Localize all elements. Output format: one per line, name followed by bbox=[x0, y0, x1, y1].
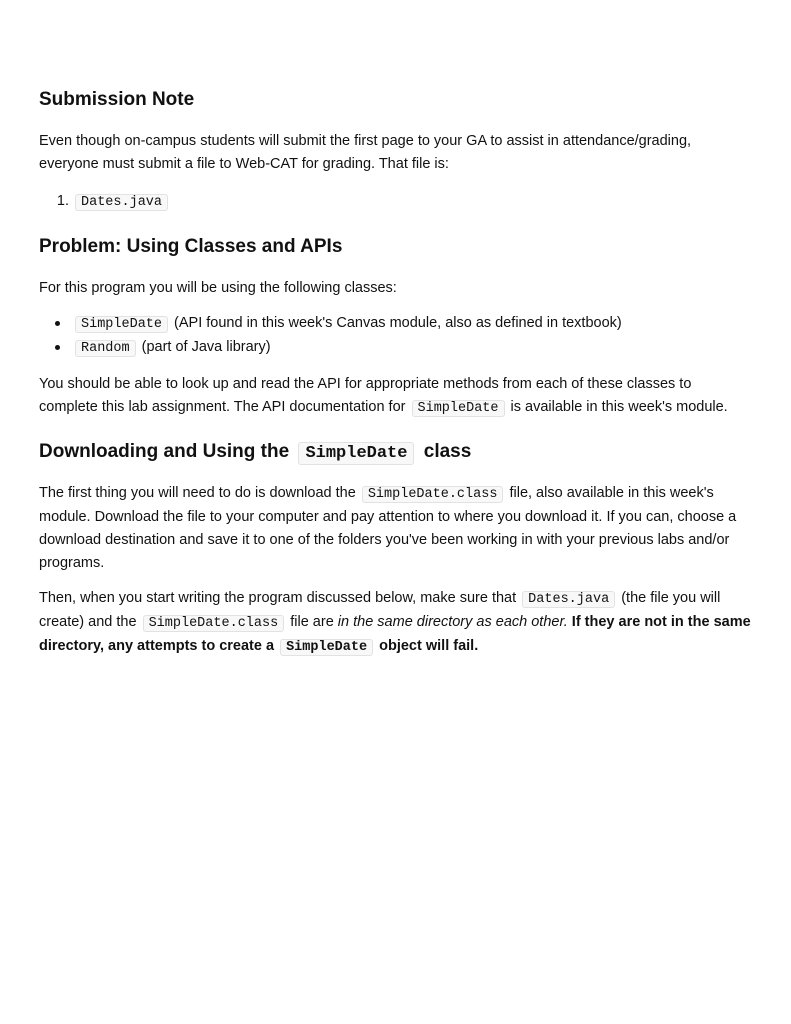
directory-paragraph bbox=[39, 587, 751, 659]
inline-code: SimpleDate.class bbox=[362, 486, 504, 503]
heading-text: class bbox=[423, 441, 472, 462]
inline-code: Random bbox=[75, 340, 136, 357]
text-run: The first thing you will need to do is download the bbox=[39, 485, 356, 501]
download-paragraph bbox=[39, 482, 751, 575]
inline-code: Dates.java bbox=[75, 194, 168, 211]
text-run: If they are not in the same directory, any attempts to create a bbox=[39, 614, 751, 654]
text-run: Then, when you start writing the program discussed below, make sure that bbox=[39, 590, 517, 606]
submission-file-list bbox=[39, 190, 751, 214]
text-run: is available in this week's module. bbox=[510, 399, 728, 415]
section-heading-downloading bbox=[39, 440, 751, 466]
inline-code: Dates.java bbox=[522, 591, 615, 608]
list-item bbox=[73, 336, 751, 360]
list-item bbox=[73, 312, 751, 336]
text-run: file are bbox=[290, 614, 334, 630]
list-item-description: (API found in this week's Canvas module, also as defined in textbook) bbox=[174, 315, 622, 331]
list-item-description: (part of Java library) bbox=[141, 339, 271, 355]
inline-code: SimpleDate bbox=[412, 400, 505, 417]
text-run: file, also available in this week's module. Download the file to your computer and pay attention to where you download it. If you can, choose a download destination and save it to one of the folders you've been working in with your previous labs and/or programs. bbox=[39, 485, 737, 571]
submission-paragraph: Even though on-campus students will submit the first page to your GA to assist in attendance/grading, everyone must submit a file to Web-CAT for grading. That file is: bbox=[39, 133, 692, 172]
api-paragraph bbox=[39, 373, 751, 420]
section-heading-problem: Problem: Using Classes and APIs bbox=[39, 236, 343, 257]
inline-code: SimpleDate.class bbox=[143, 615, 285, 632]
heading-text: Downloading and Using the bbox=[39, 441, 290, 462]
section-heading-submission-note: Submission Note bbox=[39, 89, 195, 110]
problem-intro-paragraph: For this program you will be using the following classes: bbox=[39, 280, 397, 296]
document-page bbox=[39, 88, 751, 659]
inline-code: SimpleDate bbox=[280, 639, 373, 656]
inline-code: SimpleDate bbox=[298, 442, 414, 465]
list-item bbox=[73, 190, 751, 214]
text-run: (the file you will create) and the bbox=[39, 590, 721, 630]
text-run: object will fail. bbox=[379, 638, 479, 654]
inline-code: SimpleDate bbox=[75, 316, 168, 333]
class-list bbox=[39, 312, 751, 360]
emphasis-text: in the same directory as each other. bbox=[337, 614, 568, 630]
text-run: You should be able to look up and read the API for appropriate methods from each of these classes to complete this lab assignment. The API documentation for bbox=[39, 376, 692, 415]
